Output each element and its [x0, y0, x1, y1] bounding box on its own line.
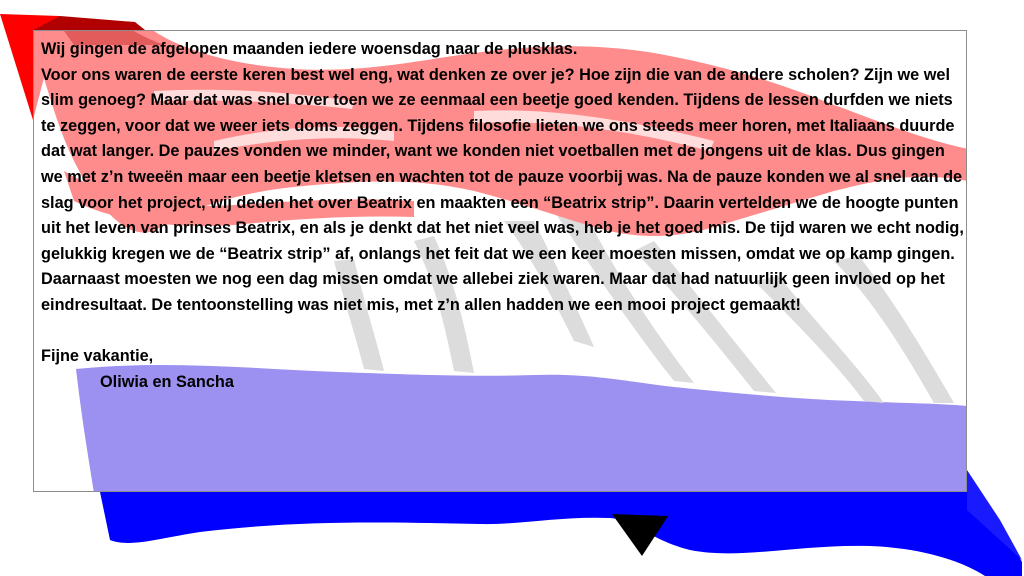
title-line: Wij gingen de afgelopen maanden iedere woensdag naar de plusklas. [41, 40, 578, 58]
letter-paragraph: Voor ons waren de eerste keren best wel eng, wat denken ze over je? Hoe zijn die van de andere scholen? Zijn we wel slim genoeg? Maar dat was snel over toen we ze eenmaal een beetje goed kenden. Tijdens de lessen durfden we niets te zeggen, voor dat we weer iets doms zeggen. Tijdens filosofie lieten we ons steeds meer horen, met Italiaans duurde dat wat langer. De pauzes vonden we minder, want we konden niet voetballen met de jongens uit de klas. Dus gingen we met z’n tweeën maar een beetje kletsen en wachten tot de pauze voorbij was. Na de pauze konden we al snel aan de slag voor het project, wij deden het over Beatrix en maakten een “Beatrix strip”. Daarin vertelden we de hoogte punten uit het leven van prinses Beatrix, en als je denkt dat het niet veel was, heb je het goed mis. De tijd waren we echt nodig, gelukkig kregen we de “Beatrix strip” af, onlangs het feit dat we een keer moesten missen, omdat we op kamp gingen. Daarnaast moesten we nog een dag missen omdat we allebei ziek waren. Maar dat had natuurlijk geen invloed op het eindresultaat. De tentoonstelling was niet mis, met z’n allen hadden we een mooi project gemaakt! [41, 65, 964, 314]
blank-line [41, 319, 965, 345]
signature: Oliwia en Sancha [100, 372, 234, 391]
letter-content [41, 37, 965, 395]
closing-line: Fijne vakantie, [41, 347, 154, 366]
text-box [33, 30, 967, 492]
